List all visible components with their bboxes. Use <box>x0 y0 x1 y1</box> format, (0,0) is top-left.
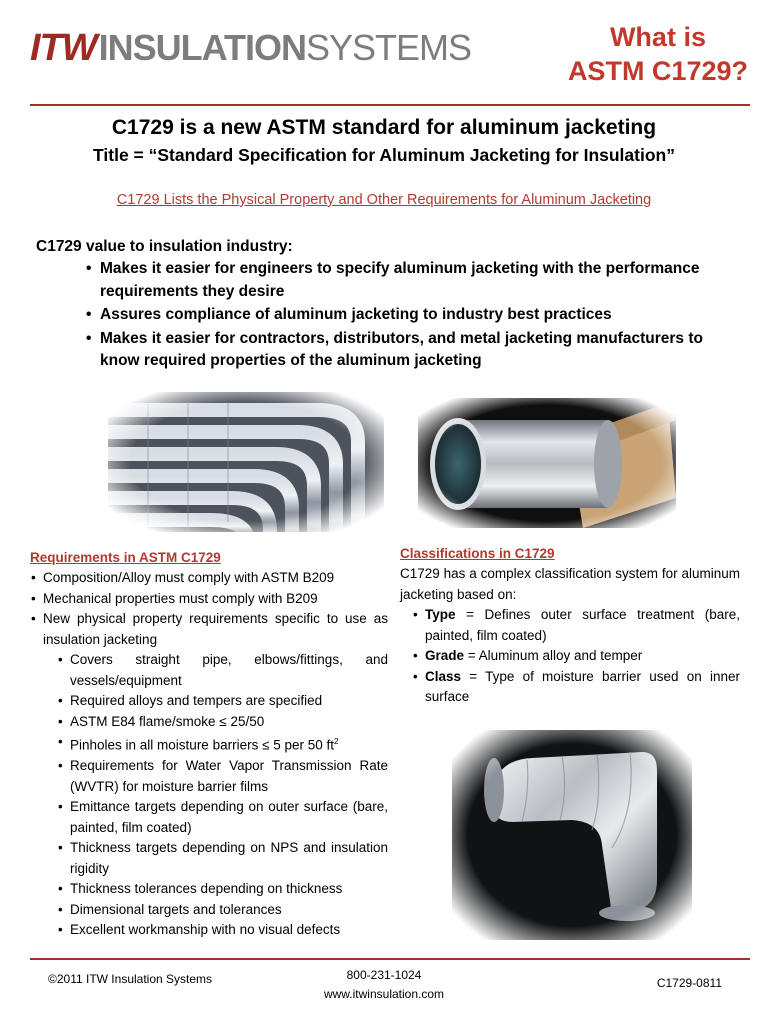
elbow-photo <box>452 730 692 940</box>
value-item: • Assures compliance of aluminum jacketing to industry best practices <box>86 304 736 327</box>
requirement-subitem: • Thickness tolerances depending on thickness <box>57 879 388 900</box>
classification-term: Grade <box>425 648 465 663</box>
page-title-line1: What is <box>609 22 706 52</box>
value-section <box>36 236 736 374</box>
page-title <box>568 20 748 88</box>
classifications-section <box>400 544 740 708</box>
requirement-subitem: • Thickness targets depending on NPS and insulation rigidity <box>57 838 388 879</box>
classifications-title: Classifications in C1729 <box>400 546 555 561</box>
pipes-photo <box>108 392 384 532</box>
logo-itw-text: ITW <box>30 27 97 69</box>
footer-divider <box>30 958 750 960</box>
logo-systems-text: SYSTEMS <box>305 27 472 68</box>
requirements-list <box>30 568 388 650</box>
requirement-subitem: • Requirements for Water Vapor Transmission Rate (WVTR) for moisture barrier films <box>57 756 388 797</box>
requirement-subitem: • Emittance targets depending on outer surface (bare, painted, film coated) <box>57 797 388 838</box>
classification-desc: = Aluminum alloy and temper <box>464 648 643 663</box>
pinholes-text: Pinholes in all moisture barriers ≤ 5 per 50 ft <box>70 737 335 753</box>
superscript: 2 <box>334 737 339 746</box>
logo-insulation-text: INSULATION <box>98 27 306 68</box>
header-divider <box>30 104 750 106</box>
header <box>30 20 750 100</box>
classification-item <box>412 646 740 667</box>
requirement-item: • Composition/Alloy must comply with ASTM B209 <box>30 568 388 589</box>
headline <box>0 114 768 168</box>
classification-term: Class <box>425 668 462 684</box>
value-list <box>86 258 736 373</box>
classification-desc: = Defines outer surface treatment (bare, painted, film coated) <box>425 607 740 643</box>
classification-term: Type <box>425 607 456 622</box>
jacket-roll-photo <box>418 398 676 528</box>
requirement-subitem: • Required alloys and tempers are specified <box>57 691 388 712</box>
page-title-line2: ASTM C1729? <box>567 56 748 86</box>
classifications-body: C1729 has a complex classification system for aluminum jacketing based on: <box>400 566 740 602</box>
classification-item <box>412 605 740 646</box>
classification-desc: = Type of moisture barrier used on inner surface <box>425 668 740 704</box>
requirements-sublist <box>57 650 388 941</box>
value-item: • Makes it easier for contractors, distributors, and metal jacketing manufacturers to know required properties of the aluminum jacketing <box>86 328 736 373</box>
classifications-list <box>412 605 740 708</box>
headline-main: C1729 is a new ASTM standard for aluminum jacketing <box>111 116 657 139</box>
requirement-subitem: • Dimensional targets and tolerances <box>57 900 388 921</box>
footer-contact <box>0 966 768 1004</box>
subheading: C1729 Lists the Physical Property and Other Requirements for Aluminum Jacketing <box>116 192 652 208</box>
requirement-subitem: • Covers straight pipe, elbows/fittings, and vessels/equipment <box>57 650 388 691</box>
requirements-title: Requirements in ASTM C1729 <box>30 550 221 565</box>
footer-copyright: ©2011 ITW Insulation Systems <box>48 972 213 986</box>
footer-website[interactable]: www.itwinsulation.com <box>323 987 445 1001</box>
classification-item <box>412 667 740 708</box>
itw-logo <box>30 26 471 70</box>
value-item: • Makes it easier for engineers to specify aluminum jacketing with the performance requirements they desire <box>86 258 736 303</box>
requirements-section <box>30 548 388 941</box>
requirement-subitem: • Excellent workmanship with no visual defects <box>57 920 388 941</box>
headline-title: Title = “Standard Specification for Aluminum Jacketing for Insulation” <box>93 145 675 165</box>
value-intro: C1729 value to insulation industry: <box>36 238 293 255</box>
requirement-item: • New physical property requirements specific to use as insulation jacketing <box>30 609 388 650</box>
requirement-item: • Mechanical properties must comply with B209 <box>30 589 388 610</box>
requirement-subitem-pinholes <box>57 732 388 756</box>
requirement-subitem: • ASTM E84 flame/smoke ≤ 25/50 <box>57 712 388 733</box>
footer-doc-code: C1729-0811 <box>656 976 722 990</box>
footer-phone: 800-231-1024 <box>346 968 422 982</box>
